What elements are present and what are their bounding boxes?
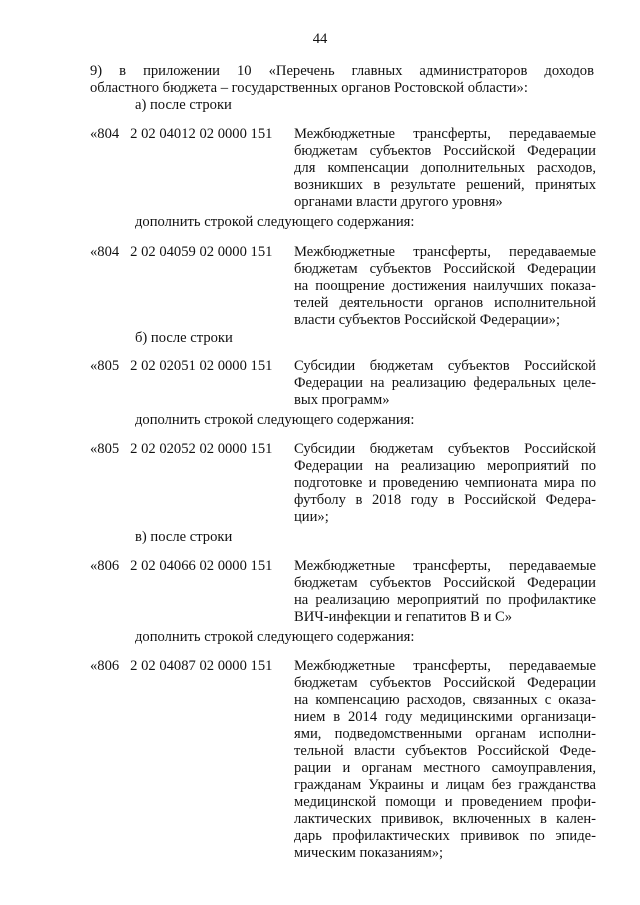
section-a-heading: а) после строки: [135, 97, 232, 113]
description-line: ВИЧ-инфекции и гепатитов В и С»: [294, 609, 513, 625]
section-b-heading: б) после строки: [135, 330, 233, 346]
page-number: 44: [312, 31, 328, 47]
entry-code: «804 2 02 04059 02 0000 151: [90, 244, 273, 260]
description-line: Межбюджетные трансферты, передаваемые: [294, 558, 596, 574]
description-line: ции»;: [294, 509, 329, 525]
entry-code: «805 2 02 02052 02 0000 151: [90, 441, 273, 457]
description-line: рации и органам местного самоуправления,: [294, 760, 596, 776]
description-line: бюджетам субъектов Российской Федерации: [294, 143, 596, 159]
entry-description: [294, 126, 596, 211]
description-line: Межбюджетные трансферты, передаваемые: [294, 658, 596, 674]
description-line: власти субъектов Российской Федерации»;: [294, 312, 561, 328]
description-line: возникших в результате решений, принятых: [294, 177, 596, 193]
entry-code: «805 2 02 02051 02 0000 151: [90, 358, 273, 374]
add-row-label: дополнить строкой следующего содержания:: [135, 629, 415, 645]
description-line: медицинской помощи и проведением профи-: [294, 794, 596, 810]
description-line: бюджетам субъектов Российской Федерации: [294, 675, 596, 691]
description-line: Межбюджетные трансферты, передаваемые: [294, 126, 596, 142]
description-line: футболу в 2018 году в Российской Федера-: [294, 492, 596, 508]
add-row-label: дополнить строкой следующего содержания:: [135, 214, 415, 230]
entry-description: [294, 658, 596, 862]
description-line: ями, подведомственными органам исполни-: [294, 726, 596, 742]
description-line: мическим показаниям»;: [294, 845, 444, 861]
description-line: Субсидии бюджетам субъектов Российской: [294, 358, 596, 374]
description-line: тельной власти субъектов Российской Феде-: [294, 743, 596, 759]
description-line: вых программ»: [294, 392, 390, 408]
description-line: бюджетам субъектов Российской Федерации: [294, 575, 596, 591]
description-line: для компенсации дополнительных расходов,: [294, 160, 596, 176]
entry-description: [294, 244, 596, 329]
description-line: гражданам Украины и лицам без гражданства: [294, 777, 596, 793]
entry-code: «804 2 02 04012 02 0000 151: [90, 126, 273, 142]
description-line: бюджетам субъектов Российской Федерации: [294, 261, 596, 277]
description-line: Федерации на реализацию федеральных целе-: [294, 375, 596, 391]
intro-paragraph-line-2: областного бюджета – государственных органов Ростовской области»:: [90, 80, 528, 96]
entry-description: [294, 441, 596, 526]
description-line: подготовке и проведению чемпионата мира по: [294, 475, 596, 491]
description-line: Межбюджетные трансферты, передаваемые: [294, 244, 596, 260]
section-c-heading: в) после строки: [135, 529, 233, 545]
description-line: на компенсацию расходов, связанных с оказа-: [294, 692, 596, 708]
description-line: органами власти другого уровня»: [294, 194, 503, 210]
entry-code: «806 2 02 04087 02 0000 151: [90, 658, 273, 674]
description-line: лактических прививок, включенных в кален-: [294, 811, 596, 827]
description-line: Субсидии бюджетам субъектов Российской: [294, 441, 596, 457]
description-line: Федерации на реализацию мероприятий по: [294, 458, 596, 474]
description-line: нием в 2014 году медицинскими организаци-: [294, 709, 596, 725]
description-line: на поощрение достижения наилучших показа-: [294, 278, 596, 294]
add-row-label: дополнить строкой следующего содержания:: [135, 412, 415, 428]
description-line: на реализацию мероприятий по профилактике: [294, 592, 596, 608]
entry-description: [294, 358, 596, 409]
intro-paragraph-line-1: 9) в приложении 10 «Перечень главных администраторов доходов: [90, 63, 594, 79]
description-line: телей деятельности органов исполнительной: [294, 295, 596, 311]
description-line: дарь профилактических прививок по эпиде-: [294, 828, 596, 844]
entry-code: «806 2 02 04066 02 0000 151: [90, 558, 273, 574]
entry-description: [294, 558, 596, 626]
